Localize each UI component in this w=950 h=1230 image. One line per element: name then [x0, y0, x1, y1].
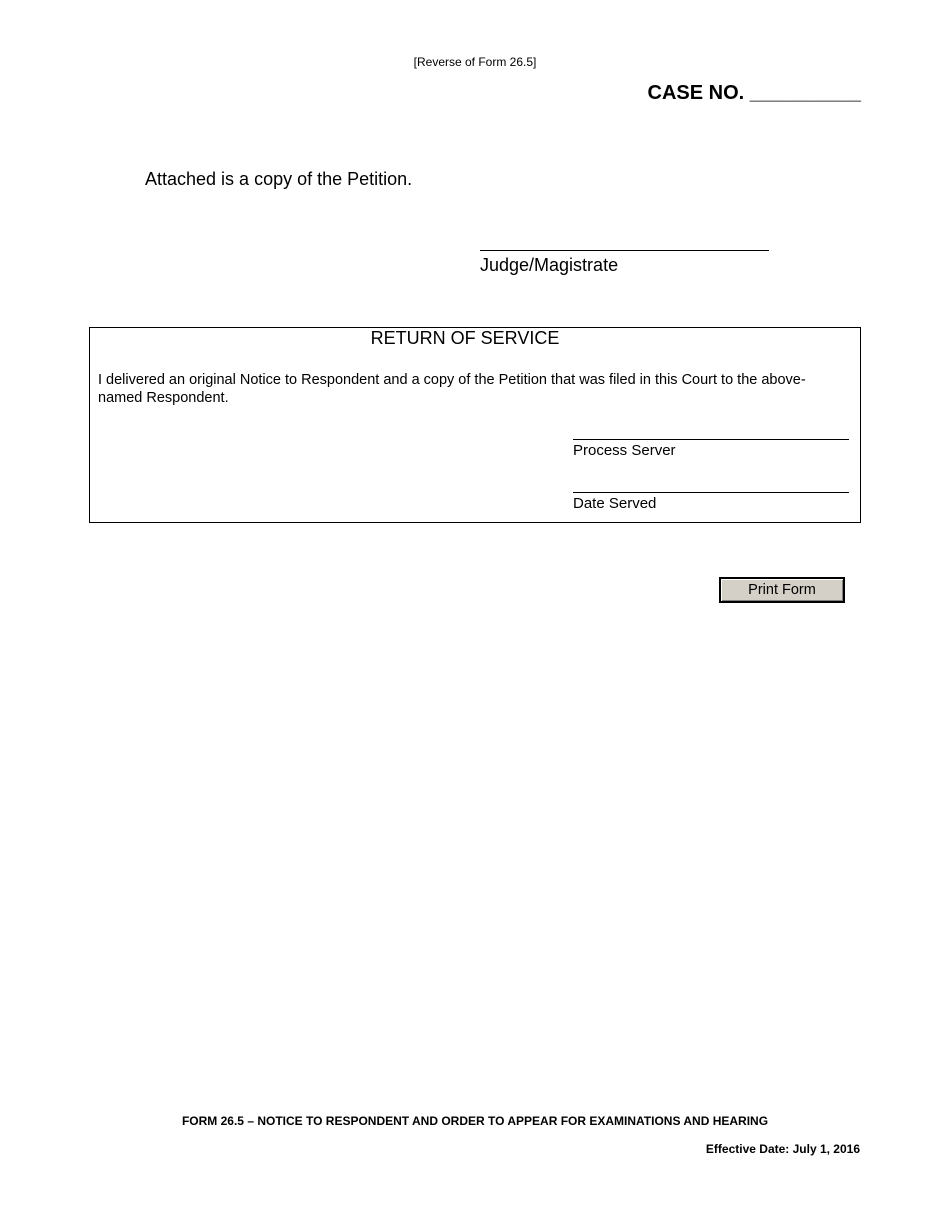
process-server-signature-line [573, 439, 849, 440]
judge-signature-line [480, 250, 769, 251]
judge-magistrate-label: Judge/Magistrate [480, 255, 619, 275]
date-served-line [573, 492, 849, 493]
effective-date: Effective Date: July 1, 2016 [705, 1142, 860, 1156]
form-footer-title: FORM 26.5 – NOTICE TO RESPONDENT AND ORDER TO APPEAR FOR EXAMINATIONS AND HEARING [181, 1114, 769, 1128]
print-form-button[interactable]: Print Form [719, 577, 845, 603]
date-served-label: Date Served [573, 495, 657, 512]
return-of-service-statement: I delivered an original Notice to Respondent and a copy of the Petition that was filed in this Court to the above-named Respondent. [98, 372, 806, 406]
return-of-service-title: RETURN OF SERVICE [370, 328, 560, 348]
process-server-label: Process Server [573, 442, 676, 459]
reverse-of-form-note: [Reverse of Form 26.5] [413, 55, 537, 69]
return-of-service-box [89, 327, 861, 523]
case-number-label: CASE NO. __________ [647, 82, 861, 104]
attached-petition-text: Attached is a copy of the Petition. [145, 169, 413, 189]
